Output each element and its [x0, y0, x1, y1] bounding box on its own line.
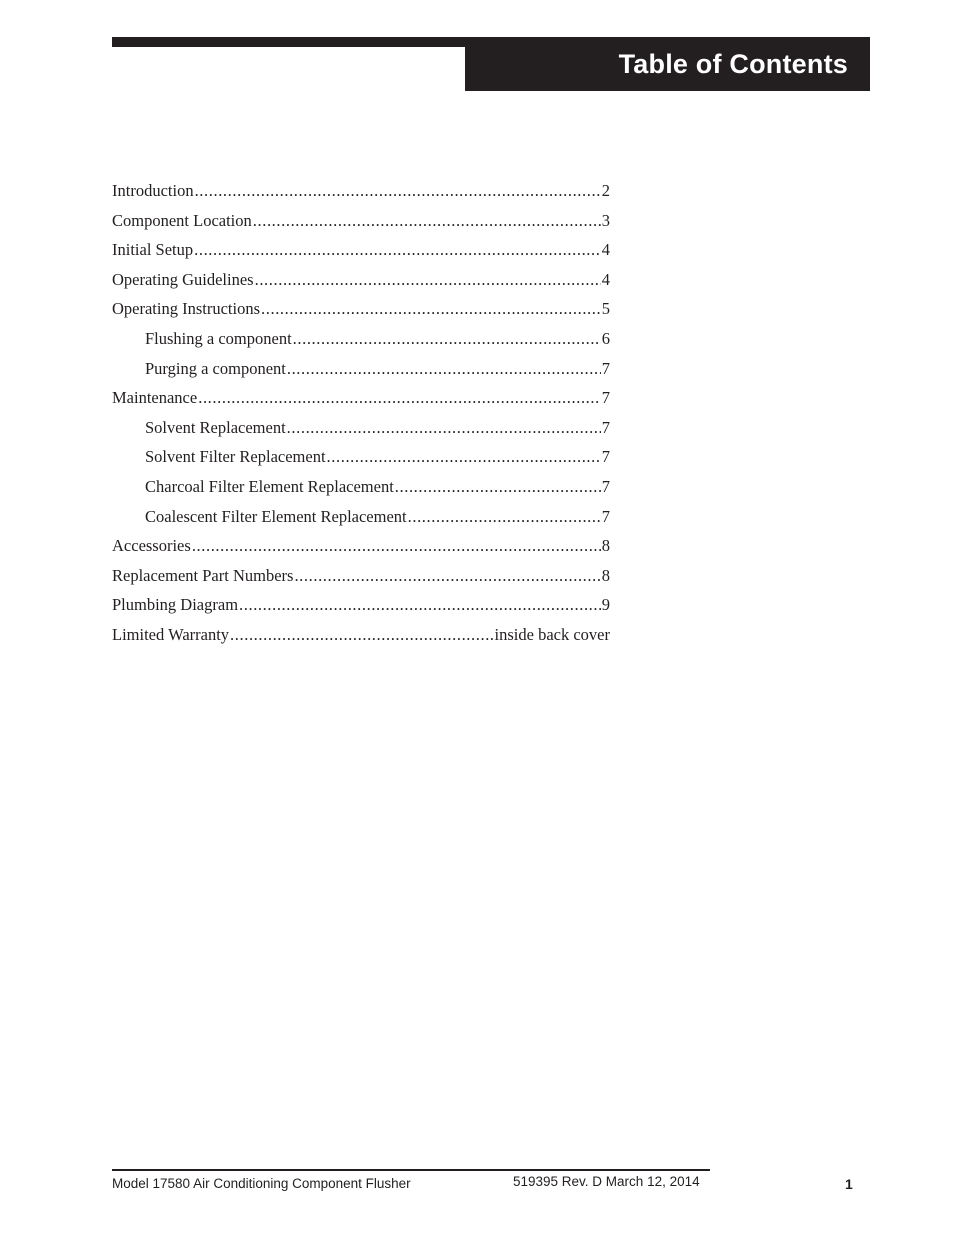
toc-entry-page: 7 — [601, 417, 610, 437]
page-number: 1 — [845, 1176, 853, 1192]
toc-entry-page: 7 — [601, 358, 610, 378]
toc-entry[interactable] — [112, 561, 610, 591]
toc-leader-dots — [395, 472, 601, 502]
toc-entry-label: Introduction — [112, 181, 194, 200]
footer-rule — [112, 1169, 710, 1171]
toc-subentry[interactable] — [112, 442, 610, 472]
toc-subentry[interactable] — [112, 413, 610, 443]
toc-entry-label: Flushing a component — [145, 328, 292, 348]
toc-entry-label: Component Location — [112, 210, 252, 230]
toc-entry-label: Operating Instructions — [112, 299, 261, 319]
toc-entry-page: 7 — [601, 388, 610, 408]
toc-leader-dots — [287, 354, 601, 384]
toc-leader-dots — [287, 413, 601, 443]
toc-entry-label: Plumbing Diagram — [112, 595, 239, 615]
toc-entry[interactable] — [112, 206, 610, 236]
toc-entry-page: 7 — [601, 506, 610, 526]
toc-leader-dots — [198, 383, 601, 413]
toc-entry-label: Solvent Filter Replacement — [145, 447, 326, 467]
toc-leader-dots — [230, 620, 494, 650]
toc-leader-dots — [294, 561, 600, 591]
toc-entry[interactable] — [112, 620, 610, 650]
toc-leader-dots — [408, 502, 601, 532]
toc-entry[interactable] — [112, 235, 610, 265]
toc-entry[interactable] — [112, 176, 610, 206]
toc-entry-label: Initial Setup — [112, 240, 194, 260]
toc-entry-page: 7 — [601, 476, 610, 496]
toc-subentry[interactable] — [112, 354, 610, 384]
toc-entry-page: 6 — [601, 328, 610, 348]
toc-entry[interactable] — [112, 531, 610, 561]
toc-subentry[interactable] — [112, 324, 610, 354]
toc-leader-dots — [192, 531, 601, 561]
footer-doc-revision: 519395 Rev. D March 12, 2014 — [513, 1174, 700, 1189]
toc-entry-page: 4 — [601, 269, 610, 289]
toc-entry-label: Limited Warranty — [112, 624, 230, 644]
toc-entry-page: 3 — [601, 210, 610, 230]
toc-leader-dots — [239, 590, 601, 620]
toc-entry-label: Operating Guidelines — [112, 269, 254, 289]
toc-leader-dots — [194, 235, 601, 265]
toc-subentry[interactable] — [112, 502, 610, 532]
toc-entry-page: 8 — [601, 536, 610, 556]
toc-entry-label: Solvent Replacement — [145, 417, 286, 437]
toc-entry[interactable] — [112, 265, 610, 295]
title-banner — [465, 37, 870, 91]
toc-entry-label: Charcoal Filter Element Replacement — [145, 476, 394, 496]
toc-leader-dots — [195, 176, 601, 206]
toc-leader-dots — [253, 206, 601, 236]
toc-entry-page: 2 — [601, 181, 610, 200]
toc-leader-dots — [255, 265, 601, 295]
toc-entry-label: Coalescent Filter Element Replacement — [145, 506, 407, 526]
toc-entry-page: 9 — [601, 595, 610, 615]
page-title: Table of Contents — [618, 49, 848, 79]
toc-entry-label: Purging a component — [145, 358, 286, 378]
toc-entry[interactable] — [112, 383, 610, 413]
toc-subentry[interactable] — [112, 472, 610, 502]
toc-entry[interactable] — [112, 590, 610, 620]
toc-leader-dots — [327, 442, 601, 472]
toc-leader-dots — [261, 294, 601, 324]
toc-entry-page: 8 — [601, 565, 610, 585]
toc-entry-label: Accessories — [112, 536, 191, 556]
footer-model: Model 17580 Air Conditioning Component Flusher — [112, 1176, 411, 1191]
toc-entry-label: Maintenance — [112, 388, 198, 408]
toc-entry[interactable] — [112, 294, 610, 324]
toc-leader-dots — [293, 324, 601, 354]
table-of-contents — [112, 176, 610, 650]
toc-entry-page: 7 — [601, 447, 610, 467]
toc-entry-page: 5 — [601, 299, 610, 319]
toc-entry-label: Replacement Part Numbers — [112, 565, 294, 585]
toc-entry-page: 4 — [601, 240, 610, 260]
toc-entry-page: inside back cover — [494, 624, 610, 644]
